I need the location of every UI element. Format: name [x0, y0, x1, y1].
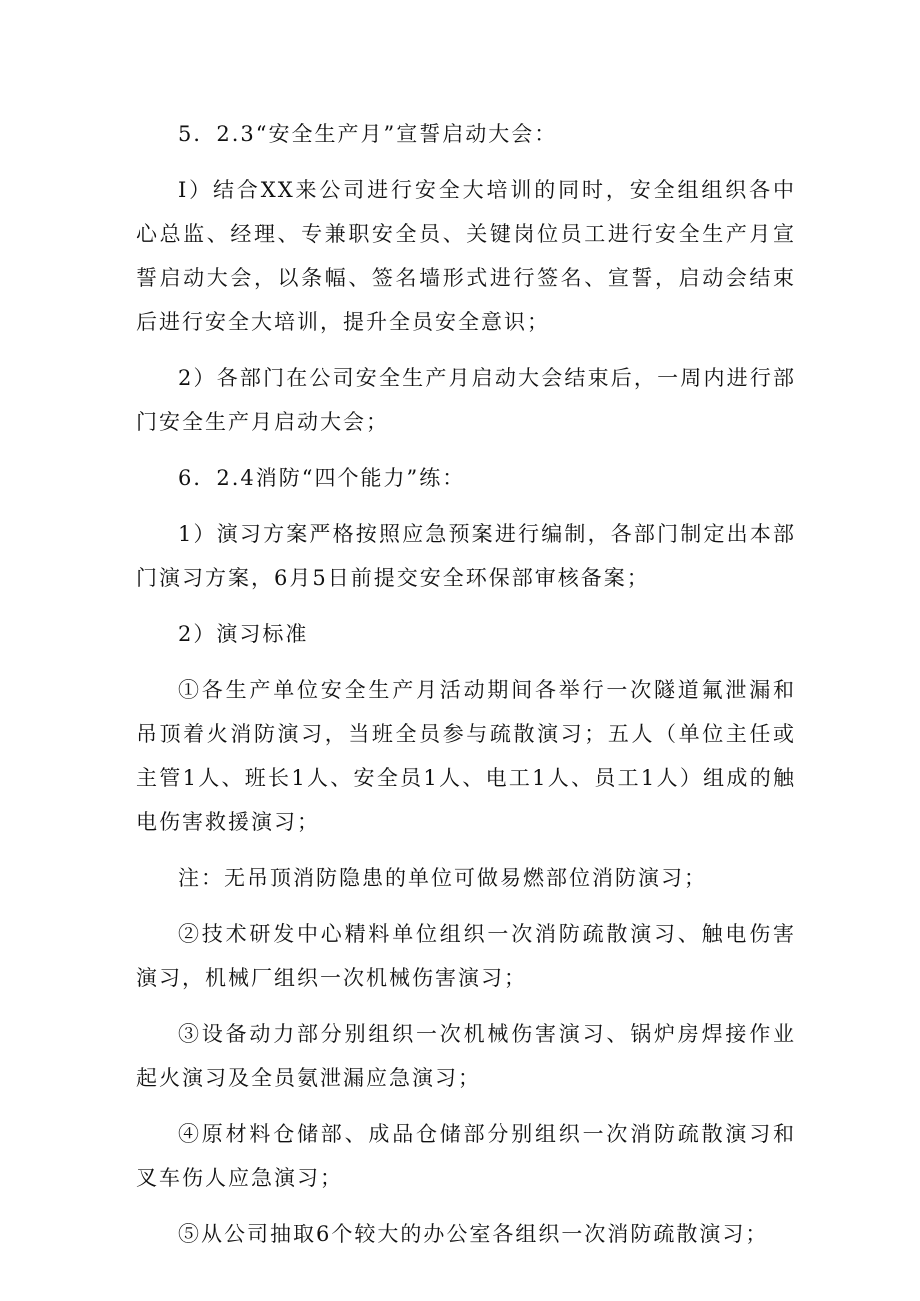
- paragraph-standard-5: ⑤从公司抽取6个较大的办公室各组织一次消防疏散演习；: [178, 1222, 769, 1246]
- section-heading-5-2-3: 5．2.3“安全生产月”宣誓启动大会：: [178, 122, 558, 146]
- section-heading-6-2-4: 6．2.4消防“四个能力”练：: [178, 466, 466, 490]
- paragraph-standard-2: ②技术研发中心精料单位组织一次消防疏散演习、触电伤害演习，机械厂组织一次机械伤害演习；: [136, 922, 796, 990]
- paragraph-standard-3: ③设备动力部分别组织一次机械伤害演习、锅炉房焊接作业起火演习及全员氨泄漏应急演习；: [136, 1022, 796, 1090]
- paragraph-drill-standard: 2）演习标准: [178, 622, 309, 646]
- paragraph-item-1: I）结合XX来公司进行安全大培训的同时，安全组组织各中心总监、经理、专兼职安全员、关键岗位员工进行安全生产月宣誓启动大会，以条幅、签名墙形式进行签名、宣誓，启动会结束后进行安全大培训，提升全员安全意识；: [136, 178, 796, 334]
- paragraph-standard-4: ④原材料仓储部、成品仓储部分别组织一次消防疏散演习和叉车伤人应急演习；: [136, 1122, 796, 1190]
- paragraph-drill-plan: 1）演习方案严格按照应急预案进行编制，各部门制定出本部门演习方案，6月5日前提交安全环保部审核备案；: [136, 522, 796, 590]
- paragraph-item-2: 2）各部门在公司安全生产月启动大会结束后，一周内进行部门安全生产月启动大会；: [136, 366, 796, 434]
- paragraph-note: 注：无吊顶消防隐患的单位可做易燃部位消防演习；: [178, 866, 707, 890]
- paragraph-standard-1: ①各生产单位安全生产月活动期间各举行一次隧道氟泄漏和吊顶着火消防演习，当班全员参与疏散演习；五人（单位主任或主管1人、班长1人、安全员1人、电工1人、员工1人）组成的触电伤害救援演习；: [136, 678, 796, 834]
- document-body: [136, 112, 796, 1268]
